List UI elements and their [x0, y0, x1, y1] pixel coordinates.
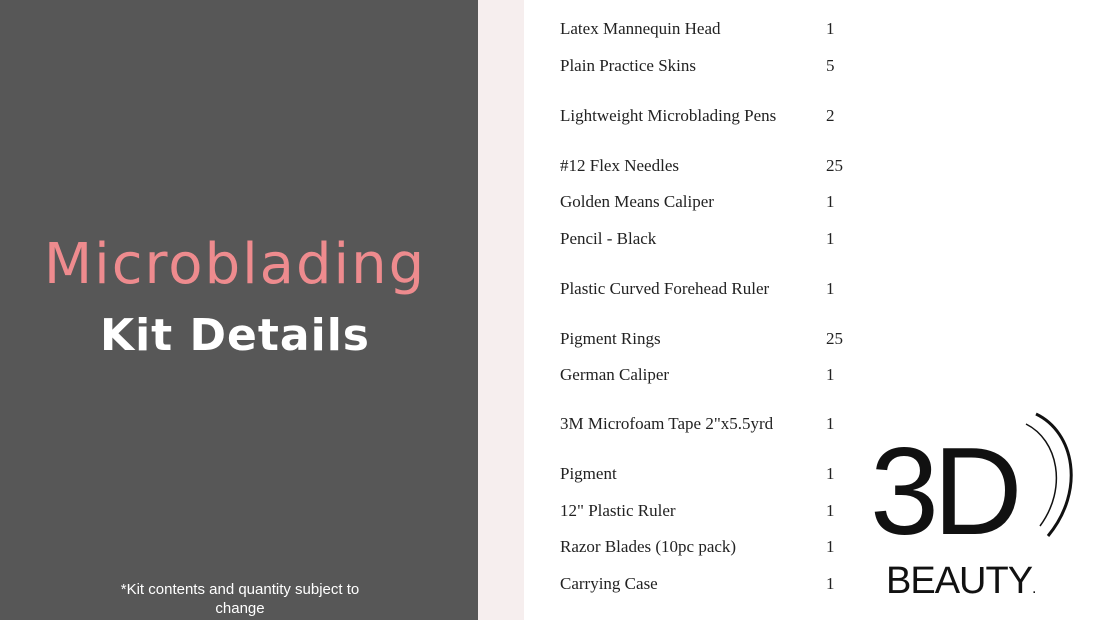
kit-item-name: Pencil - Black: [560, 229, 657, 248]
kit-item-quantity: 25: [826, 329, 843, 348]
kit-item-name: Latex Mannequin Head: [560, 19, 721, 38]
kit-item-quantity: 1: [826, 464, 835, 483]
accent-strip: [478, 0, 524, 620]
brand-logo-wordmark: [886, 560, 1036, 603]
kit-item-name: Carrying Case: [560, 574, 658, 593]
kit-item-name: Pigment: [560, 464, 617, 483]
kit-item-name: Golden Means Caliper: [560, 192, 714, 211]
kit-item-quantity: 2: [826, 106, 835, 125]
left-panel: [0, 0, 478, 620]
kit-item-name: Pigment Rings: [560, 329, 661, 348]
kit-item-quantity: 1: [826, 229, 835, 248]
kit-item-name: 12" Plastic Ruler: [560, 501, 676, 520]
brand-logo-mark: [868, 410, 1078, 560]
brand-logo-3d: 3D: [870, 423, 1017, 560]
kit-item-quantity: 1: [826, 192, 835, 211]
kit-item-quantity: 1: [826, 19, 835, 38]
kit-item-quantity: 1: [826, 414, 835, 433]
kit-item-name: Razor Blades (10pc pack): [560, 537, 737, 556]
kit-item-name: #12 Flex Needles: [560, 156, 679, 175]
kit-item-quantity: 25: [826, 156, 843, 175]
page-subtitle: Kit Details: [100, 310, 370, 361]
kit-item-name: 3M Microfoam Tape 2"x5.5yrd: [560, 414, 774, 433]
kit-item-name: Plain Practice Skins: [560, 56, 696, 75]
page-title: Microblading: [43, 232, 427, 297]
kit-item-quantity: 1: [826, 365, 835, 384]
kit-item-quantity: 1: [826, 279, 835, 298]
kit-item-quantity: 1: [826, 537, 835, 556]
brand-logo-dot: .: [1032, 580, 1036, 597]
brand-logo-text: BEAUTY: [886, 560, 1033, 602]
kit-item-name: German Caliper: [560, 365, 670, 384]
kit-item-name: Lightweight Microblading Pens: [560, 106, 777, 125]
kit-item-quantity: 5: [826, 56, 835, 75]
kit-item-quantity: 1: [826, 501, 835, 520]
kit-item-quantity: 1: [826, 574, 835, 593]
kit-item-name: Plastic Curved Forehead Ruler: [560, 279, 770, 298]
brand-logo: [868, 410, 1078, 602]
disclaimer-note: *Kit contents and quantity subject to change: [120, 581, 360, 617]
